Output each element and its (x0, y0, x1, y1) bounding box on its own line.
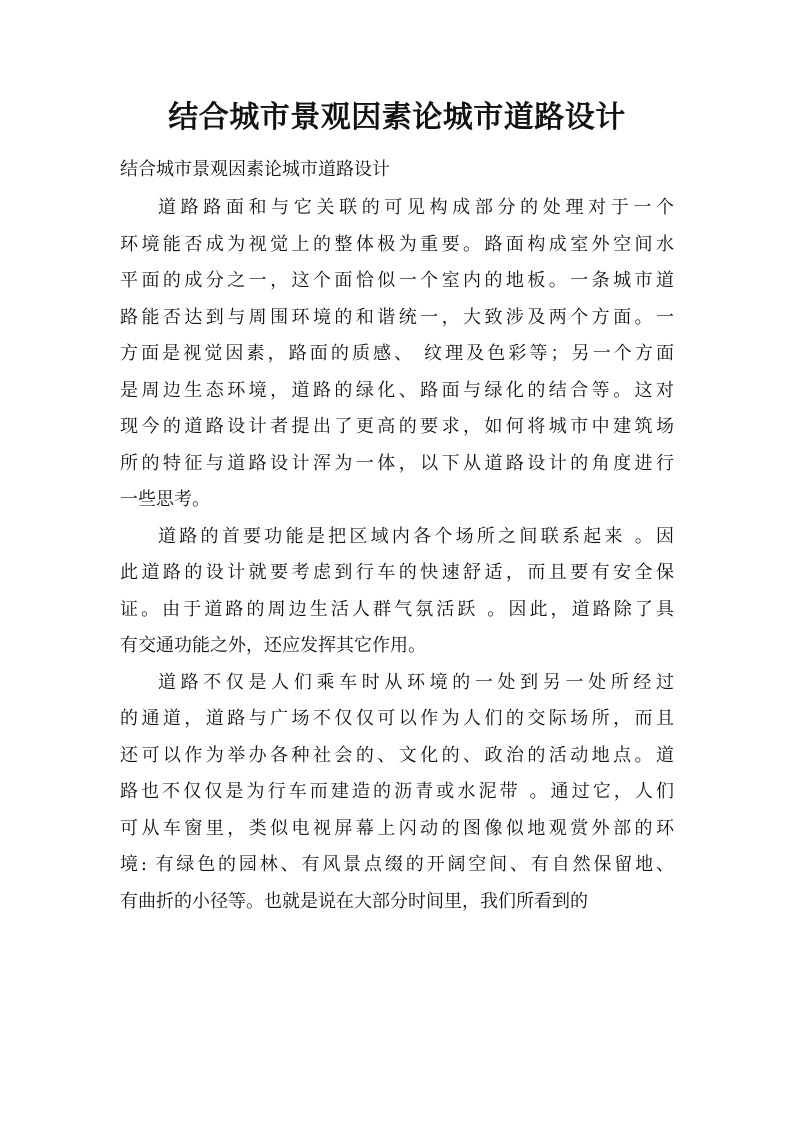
paragraph-line: 所的特征与道路设计浑为一体，以下从道路设计的角度进行 (120, 452, 674, 474)
paragraph-line: 道路路面和与它关联的可见构成部分的处理对于一个 (158, 197, 674, 218)
paragraph-line: 有曲折的小径等。也就是说在大部分时间里，我们所看到的 (120, 890, 588, 912)
paragraph-line: 可从车窗里，类似电视屏幕上闪动的图像似地观赏外部的环 (120, 817, 674, 839)
paragraph (120, 665, 674, 921)
paragraph-line: 一些思考。 (120, 489, 210, 510)
paragraph-line: 还可以作为举办各种社会的、文化的、政治的活动地点。道 (120, 744, 674, 766)
paragraph-line: 境: 有绿色的园林、有风景点缀的开阔空间、有自然保留地、 (120, 854, 674, 875)
paragraph-line: 有交通功能之外，还应发挥其它作用。 (120, 635, 426, 656)
paragraph-line: 道路不仅是人们乘车时从环境的一处到另一处所经过 (158, 671, 674, 693)
paragraph-line: 平面的成分之一，这个面恰似一个室内的地板。一条城市道 (120, 270, 674, 291)
document-subtitle: 结合城市景观因素论城市道路设计 (120, 159, 390, 180)
paragraph-line: 是周边生态环境，道路的绿化、路面与绿化的结合等。这对 (120, 379, 674, 401)
paragraph-line: 此道路的设计就要考虑到行车的快速舒适，而且要有安全保 (120, 562, 674, 583)
paragraph-line: 道路的首要功能是把区域内各个场所之间联系起来 。因 (158, 525, 674, 547)
paragraph-line: 的通道，道路与广场不仅仅可以作为人们的交际场所，而且 (120, 708, 674, 729)
paragraph-line: 证。由于道路的周边生活人群气氛活跃 。因此，道路除了具 (120, 598, 674, 620)
document-page (120, 98, 674, 920)
paragraph (120, 190, 674, 519)
paragraph-line: 方面是视觉因素，路面的质感、 纹理及色彩等；另一个方面 (120, 343, 674, 364)
paragraph (120, 519, 674, 665)
paragraph-line: 路也不仅仅是为行车而建造的沥青或水泥带 。通过它，人们 (120, 781, 674, 802)
document-title: 结合城市景观因素论城市道路设计 (168, 100, 626, 135)
paragraph-line: 路能否达到与周围环境的和谐统一，大致涉及两个方面。一 (120, 306, 674, 328)
paragraph-line: 现今的道路设计者提出了更高的要求，如何将城市中建筑场 (120, 416, 674, 437)
paragraph-line: 环境能否成为视觉上的整体极为重要。路面构成室外空间水 (120, 233, 674, 255)
document-body (120, 190, 674, 920)
